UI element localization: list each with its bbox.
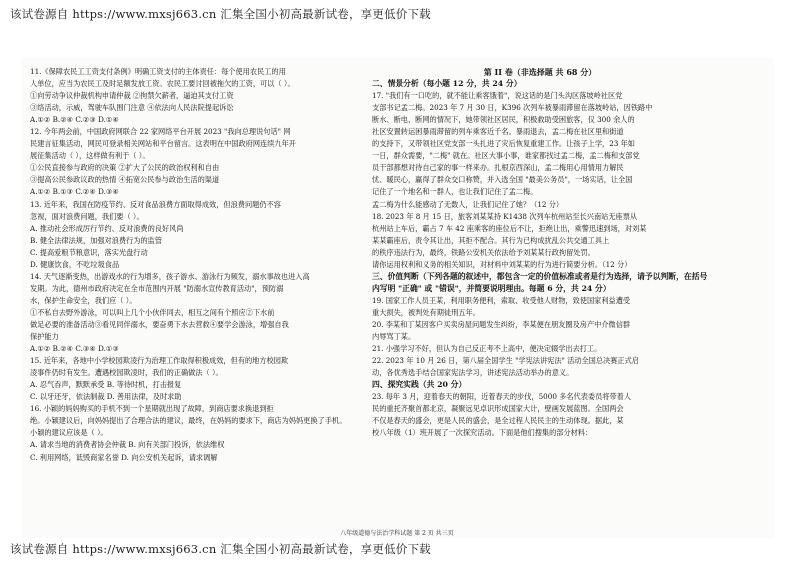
text-line: ①公民直接参与政府的决策 ②扩大了公民的政治权利和自由: [30, 163, 220, 173]
text-line: 民建言征集活动，网民可登录相关网站和平台留言。这表明在中国政府网连续九年开: [30, 139, 296, 149]
text-line: 一日，群众需要，"二梅" 就在。社区大事小事，谁家都找过孟二梅，孟二梅和支部党: [372, 151, 640, 161]
text-line: 18. 2023 年 8 月 15 日，旅客刘某某持 K1438 次列车杭州站至长兴南站无座票从: [372, 211, 638, 221]
text-line: 民的重托齐聚首都北京，凝聚远见卓识形成国家大计，壁画发展蓝图。全国两会: [372, 404, 624, 414]
text-line: 做足必要的准备活动③看见同伴溺水，要奋勇下水去营救④要学会游泳，增强自我: [30, 319, 289, 329]
source-banner-bottom: 该试卷源自 https://www.mxsj663.cn 汇集全国小初高最新试卷，享更低价下载: [10, 542, 431, 556]
text-line: A. 请求当地的消费者协会仲裁 B. 向有关部门投诉，依法维权: [30, 440, 225, 450]
text-line: A.①② B.①③ C.②④ D.③④: [30, 187, 119, 197]
text-line: 动，各优秀选手结合国家宪法学习，讲述宪法活动举办的意义。: [372, 368, 574, 378]
text-line: 14. 天气逐渐变热，出游戏水的行为增多，孩子游水、游泳行为频发，溺水事故也进入高: [30, 271, 310, 281]
text-line: 的秩序违法行为，最终，铁路公安机关依法给予刘某某行政拘留处罚。: [372, 247, 595, 257]
text-line: 22. 2023 年 10 月 26 日，第八届全国学生 "学宪法讲宪法" 活动全国总决赛正式启: [372, 356, 639, 366]
text-line: 11.《保障农民工工资支付条例》明确工资支付的主体责任：每个使用农民工的用: [30, 67, 286, 76]
text-line: 的支持下，又带领社区党支部一头扎进了灾后恢复重建工作。让孩子上学，23 年如: [372, 139, 635, 149]
text-line: 支部书记孟二梅。2023 年 7 月 30 日，K396 次列车被暴雨滞留在落坡岭站，因铁路中: [372, 103, 653, 113]
page-footer: 八年级道德与法治学科试题 第 2 页 共三页: [340, 530, 454, 537]
text-line: 19. 国家工作人员王某，利用职务便利，索取、收受他人财物，致使国家利益遭受: [372, 295, 631, 305]
text-line: 发期。为此，德州市政府决定在全市范围内开展 "防溺水宣传教育活动"，预防溺: [30, 283, 284, 293]
text-line: 二、情景分析（每小题 12 分，共 24 分）: [372, 79, 522, 89]
text-line: 记住了一个地名和一群人，也让我们记住了孟二梅。: [372, 187, 538, 197]
text-line: 四、探究实践（共 20 分）: [372, 380, 467, 390]
text-line: 员干部都想对待自己家的事一样来办。扎根京西深山，孟二梅用心用情用力解民: [372, 163, 624, 173]
text-line: ③提高公民参政议政的热情 ④拓宽公民参与政治生活的渠道: [30, 175, 220, 185]
text-line: ①不私自去野外游泳，可以叫上几个小伙伴同去，相互之间有个照应②下水前: [30, 307, 275, 317]
text-line: 不仅是春天的盛会，更是人民的盛会，是全过程人民民主的生动体现。据此，某: [372, 416, 624, 426]
right-column: [372, 66, 708, 439]
text-line: C. 以牙还牙，依法制裁 D. 善用法律，及时求助: [30, 392, 182, 402]
text-line: 请你运用权利和义务的相关知识，对材料中刘某某的行为进行简要分析。（12 分）: [372, 259, 632, 269]
text-line: ③络活动，示威，驾驶车队围门注意 ④依法向人民法院提起诉讼: [30, 103, 234, 113]
text-line: 内辱骂丁某。: [372, 332, 416, 342]
left-column: [30, 66, 362, 464]
text-line: 社区安置转运困暴雨滞留的列车乘客近千名。暴雨退去，孟二梅在社区里和街道: [372, 127, 624, 137]
text-line: 17. "我们有一口吃的，就不能让乘客饿着"，说这话的是门头沟区落坡岭社区党: [372, 91, 623, 101]
text-line: 三、价值判断（下列各题的叙述中，都包含一定的价值标准或者是行为选择，请予以判断，在括号内写明 "正确" 或 "错误"，并简要说明理由。每题 6 分，共 24 分）: [372, 271, 708, 293]
text-line: C. 提高爱粮节粮意识，落实光盘行动: [30, 247, 148, 257]
text-line: 孟二梅为什么能感动了无数人，让我们记住了她？（12 分）: [372, 199, 564, 209]
text-line: 13. 近年来，我国在防疫节约、反对食品浪费方面取得成效，但浪费问题仍不容: [30, 199, 281, 209]
text-line: 水，保护生命安全，我们应（ ）。: [30, 295, 137, 305]
text-line: 21. 小强学习不好，但认为自己反正考不上高中，便决定辍学出去打工。: [372, 344, 602, 354]
text-line: 凌事件仍时有发生。遭遇校园欺凌时，我们的正确做法（ ）。: [30, 368, 223, 378]
text-line: 断水、断电、断网的情况下，她带领社区居民，积极救助受困旅客，仅 300 余人的: [372, 115, 635, 125]
text-line: 15. 近年来，各地中小学校园欺凌行为治理工作取得积极成效，但有的地方校园欺: [30, 356, 289, 366]
text-line: 校八年级（1）班开展了一次探究活动。下面是他们搜集的部分材料：: [372, 428, 593, 438]
text-line: D. 健康饮食，不吃垃圾食品: [30, 259, 120, 269]
text-line: 12. 今年两会前，中国政府网联合 22 家网络平台开展 2023 "我向总理说句话" 网: [30, 127, 291, 137]
text-line: 重大损失，被判处有期徒刑五年。: [372, 307, 480, 317]
text-line: 忽视，面对浪费问题，我们要（ ）。: [30, 211, 144, 221]
text-line: 杭州站上车后，霸占 7 车 42 座乘客的座位后不让，拒绝让出，乘警迅速到场，对刘某: [372, 223, 647, 233]
text-line: 保护能力: [30, 332, 59, 342]
text-line: 16. 小颖的妈妈购买的手机不到一个星期就出现了故障，到商店要求换退到拒: [30, 404, 274, 414]
text-line: A. 推动社会形成厉行节约、反对浪费的良好风尚: [30, 223, 184, 233]
text-line: A.①② B.②④ C.③④ D.①③: [30, 344, 119, 354]
text-line: A. 忍气吞声，默默承受 B. 等待时机，打击报复: [30, 380, 182, 390]
source-banner-top: 该试卷源自 https://www.mxsj663.cn 汇集全国小初高最新试卷，享更低价下载: [10, 7, 431, 21]
text-line: 20. 李某和丁某因客户买卖房屋问题发生纠纷，李某便在朋友圈及房产中介微信群: [372, 319, 631, 329]
text-line: 第 II 卷（非选择题 共 68 分）: [483, 67, 597, 77]
text-line: 人单位，应当为农民工及时足额发放工资。农民工要讨回被拖欠的工资，可以（ ）。: [30, 79, 295, 89]
text-line: C. 利用网络，诋毁商家名誉 D. 向公安机关起诉，请求调解: [30, 452, 218, 462]
text-line: 绝。小颖建议后，向妈妈提出了合理合法的建议，最终，在妈妈的要求下，商店为妈妈更换了手机。: [30, 416, 347, 426]
text-line: 某某霸座后，责令其让出，其拒不配合。其行为已构成扰乱公共交通工具上: [372, 235, 610, 245]
text-line: 忧、暖民心，赢得了群众交口称赞，并入选全国 "最美公务员"，一场实话，让全国: [372, 175, 633, 185]
text-line: A.①② B.②④ C.②③ D.①④: [30, 115, 119, 125]
text-line: 展征集活动（ ），这样做有利于（ ）。: [30, 151, 150, 161]
text-line: 小颖的建议应该是（ ）。: [30, 428, 108, 438]
text-line: B. 健全法律法规，加强对浪费行为的监管: [30, 235, 163, 245]
text-line: ①向劳动争议仲裁机构申请仲裁 ②拘禁欠薪者，逼迫其支付工资: [30, 91, 234, 101]
text-line: 23. 每年 3 月，迎着春天的朝阳，近着春天的步伐，5000 多名代表委员将带着人: [372, 392, 632, 402]
